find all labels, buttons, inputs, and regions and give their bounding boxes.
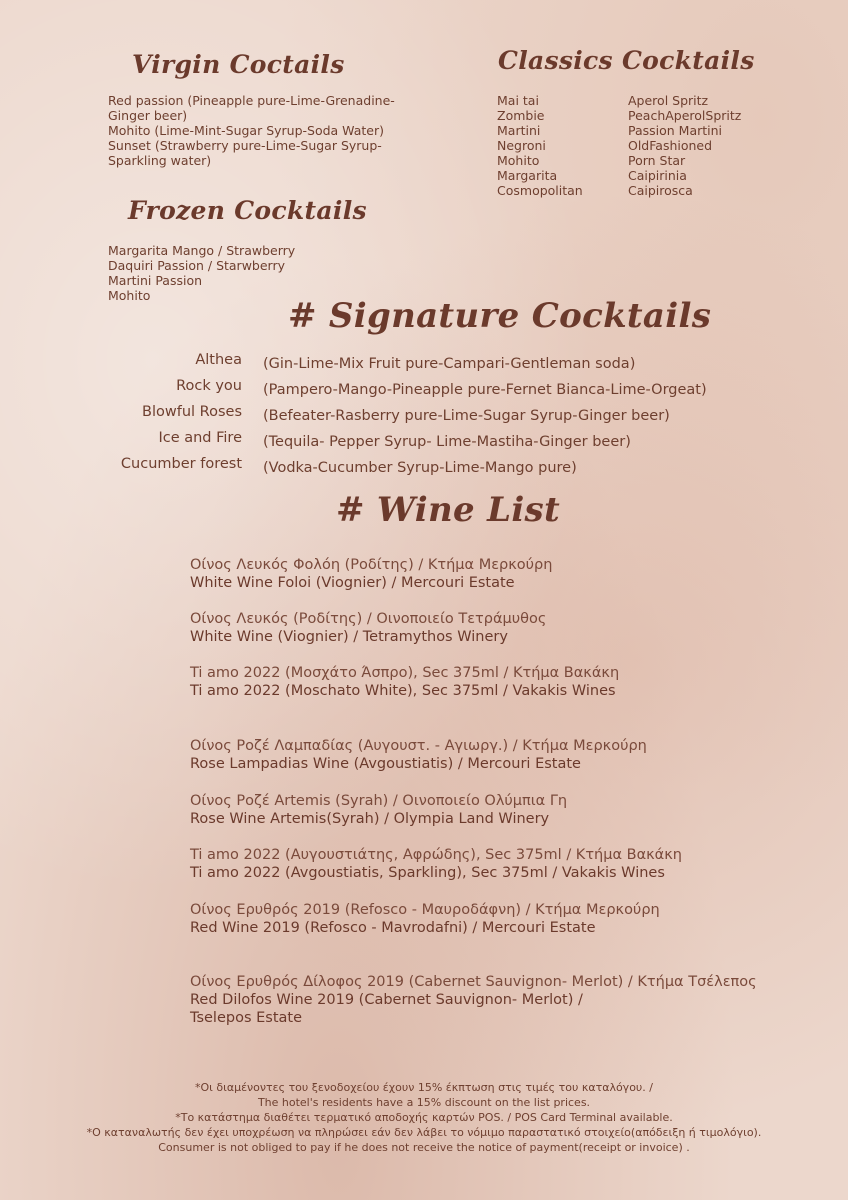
- list-item: Mohito (Lime-Mint-Sugar Syrup-Soda Water): [108, 123, 385, 138]
- wine-name-greek: Οίνος Ερυθρός 2019 (Refosco - Μαυροδάφνη) / Κτήμα Μερκούρη: [190, 902, 660, 918]
- list-item: Caipirosca: [628, 183, 693, 198]
- signature-name: Cucumber forest: [120, 456, 242, 472]
- wine-name-english: White Wine Foloi (Viognier) / Mercouri Estate: [190, 575, 515, 591]
- list-item: Ginger beer): [108, 108, 188, 123]
- wine-item: [190, 664, 619, 700]
- signature-name: Althea: [195, 352, 242, 368]
- classics-col-2: [628, 93, 741, 198]
- signature-name: Blowful Roses: [142, 404, 242, 420]
- signature-description: (Vodka-Cucumber Syrup-Lime-Mango pure): [263, 460, 577, 476]
- wine-item: [190, 973, 757, 1027]
- signature-description: (Gin-Lime-Mix Fruit pure-Campari-Gentleman soda): [263, 356, 636, 372]
- frozen-list: [108, 243, 295, 303]
- list-item: Martini Passion: [108, 273, 203, 288]
- wine-name-english: Ti amo 2022 (Moschato White), Sec 375ml / Vakakis Wines: [190, 683, 616, 699]
- list-item: Passion Martini: [628, 123, 723, 138]
- list-item: Porn Star: [628, 153, 686, 168]
- list-item: Sparkling water): [108, 153, 212, 168]
- wine-item: [190, 610, 546, 646]
- signature-description: (Befeater-Rasberry pure-Lime-Sugar Syrup-Ginger beer): [263, 408, 670, 424]
- list-item: Margarita: [497, 168, 558, 183]
- wine-name-english: Red Dilofos Wine 2019 (Cabernet Sauvignon- Merlot) /: [190, 992, 583, 1008]
- wine-item: [190, 556, 552, 592]
- list-item: Sunset (Strawberry pure-Lime-Sugar Syrup-: [108, 138, 382, 153]
- wine-name-greek: Ti amo 2022 (Μοσχάτο Άσπρο), Sec 375ml / Κτήμα Βακάκη: [190, 665, 620, 681]
- list-item: Cosmopolitan: [497, 183, 583, 198]
- frozen-title: Frozen Cocktails: [128, 196, 367, 225]
- virgin-title: Virgin Coctails: [132, 50, 345, 79]
- list-item: Aperol Spritz: [628, 93, 709, 108]
- wine-item: [190, 846, 682, 882]
- wine-name-english: Ti amo 2022 (Avgoustiatis, Sparkling), Sec 375ml / Vakakis Wines: [190, 865, 665, 881]
- wine-item: [190, 792, 567, 828]
- wine-name-english: Rose Lampadias Wine (Avgoustiatis) / Mercouri Estate: [190, 756, 581, 772]
- wine-name-english: Red Wine 2019 (Refosco - Mavrodafni) / Mercouri Estate: [190, 920, 596, 936]
- wine-name-english-cont: Tselepos Estate: [190, 1010, 303, 1026]
- signature-description: (Pampero-Mango-Pineapple pure-Fernet Bianca-Lime-Orgeat): [263, 382, 707, 398]
- footer-line: *Οι διαμένοντες του ξενοδοχείου έχουν 15% έκπτωση στις τιμές του καταλόγου. /: [195, 1081, 653, 1094]
- footer-line: *Ο καταναλωτής δεν έχει υποχρέωση να πληρώσει εάν δεν λάβει το νόμιμο παραστατικό στοιχείο(απόδειξη ή τιμολόγιο).: [86, 1126, 762, 1139]
- list-item: Mohito: [108, 288, 151, 303]
- classics-col-1: [497, 93, 583, 198]
- wine-name-english: White Wine (Viognier) / Tetramythos Winery: [190, 629, 508, 645]
- signature-description: (Tequila- Pepper Syrup- Lime-Mastiha-Ginger beer): [263, 434, 631, 450]
- list-item: Daquiri Passion / Starwberry: [108, 258, 286, 273]
- list-item: OldFashioned: [628, 138, 713, 153]
- list-item: Caipirinia: [628, 168, 687, 183]
- list-item: Mai tai: [497, 93, 539, 108]
- wine-name-greek: Ti amo 2022 (Αυγουστιάτης, Αφρώδης), Sec 375ml / Κτήμα Βακάκη: [190, 847, 682, 863]
- wine-name-greek: Οίνος Ερυθρός Δίλοφος 2019 (Cabernet Sauvignon- Merlot) / Κτήμα Τσέλεπος: [190, 974, 757, 990]
- virgin-list: [108, 93, 395, 168]
- signature-name: Ice and Fire: [158, 430, 242, 446]
- signature-descriptions: [263, 351, 707, 481]
- list-item: Negroni: [497, 138, 546, 153]
- wine-name-greek: Οίνος Λευκός Φολόη (Ροδίτης) / Κτήμα Μερκούρη: [190, 557, 553, 573]
- signature-name: Rock you: [176, 378, 242, 394]
- wine-name-greek: Οίνος Ροζέ Λαμπαδίας (Αυγουστ. - Αγιωργ.) / Κτήμα Μερκούρη: [190, 738, 647, 754]
- list-item: Zombie: [497, 108, 545, 123]
- list-item: Margarita Mango / Strawberry: [108, 243, 296, 258]
- wine-name-greek: Οίνος Λευκός (Ροδίτης) / Οινοποιείο Τετράμυθος: [190, 611, 547, 627]
- wine-name-greek: Οίνος Ροζέ Artemis (Syrah) / Οινοποιείο Ολύμπια Γη: [190, 793, 568, 809]
- signature-title: # Signature Cocktails: [288, 296, 712, 336]
- classics-title: Classics Cocktails: [498, 46, 755, 75]
- wine-name-english: Rose Wine Artemis(Syrah) / Olympia Land Winery: [190, 811, 550, 827]
- list-item: PeachAperolSpritz: [628, 108, 742, 123]
- footer-line: Consumer is not obliged to pay if he does not receive the notice of payment(receipt or invoice) .: [158, 1141, 690, 1154]
- list-item: Red passion (Pineapple pure-Lime-Grenadine-: [108, 93, 395, 108]
- signature-names: [90, 347, 242, 477]
- footer-line: *Το κατάστημα διαθέτει τερματικό αποδοχής καρτών POS. / POS Card Terminal available.: [175, 1111, 673, 1124]
- wine-title: # Wine List: [336, 490, 560, 530]
- wine-item: [190, 901, 660, 937]
- list-item: Mohito: [497, 153, 540, 168]
- wine-item: [190, 737, 647, 773]
- footer-line: The hotel's residents have a 15% discount on the list prices.: [257, 1096, 591, 1109]
- footer-notes: [0, 1080, 848, 1155]
- list-item: Martini: [497, 123, 541, 138]
